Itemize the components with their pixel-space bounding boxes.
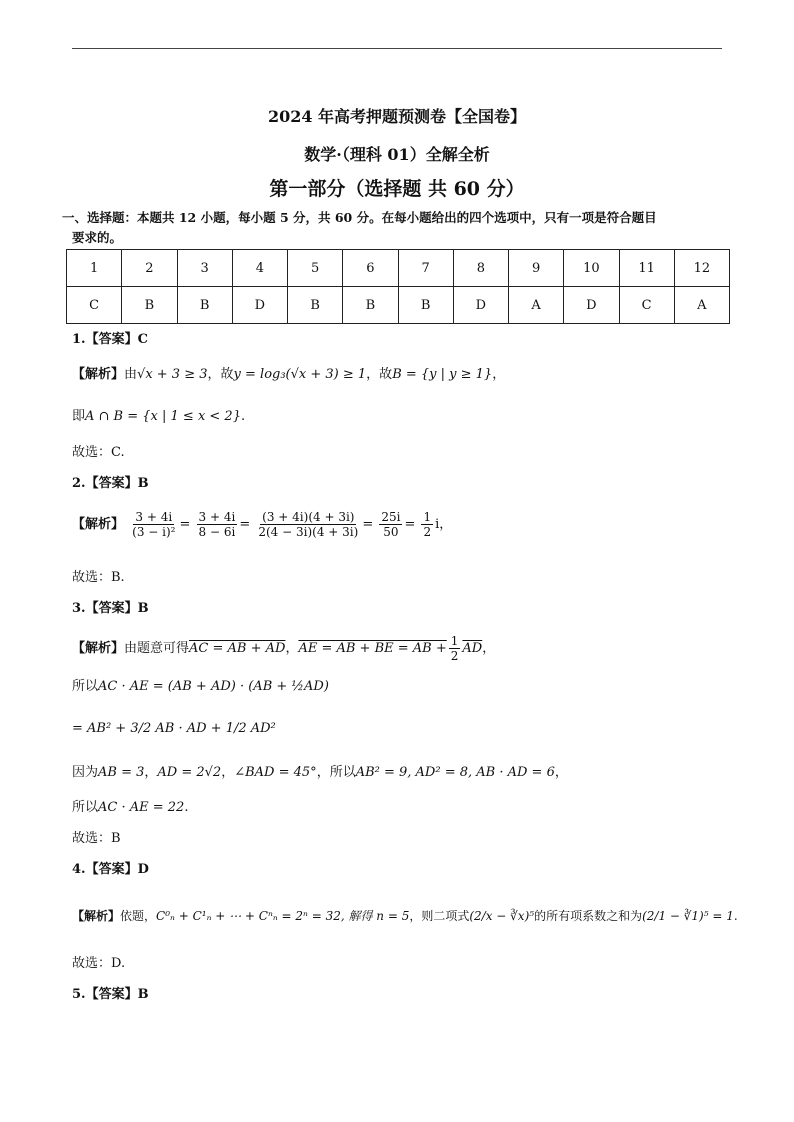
answer-cell: C <box>619 287 674 324</box>
q1-answer: 1.【答案】C <box>72 332 148 347</box>
question-number-cell: 11 <box>619 250 674 287</box>
q3-answer: 3.【答案】B <box>72 601 149 616</box>
question-number-cell: 9 <box>509 250 564 287</box>
header-rule <box>72 48 722 49</box>
q1-analysis-line-1 <box>72 366 505 384</box>
q3-line4-end: ， <box>554 765 568 780</box>
answer-cell: B <box>343 287 398 324</box>
analysis-tag: 【解析】 <box>72 909 121 923</box>
q3-line1-expr2a: AE = AB + BE = AB + <box>298 641 447 656</box>
q3-line1-sep: ， <box>285 641 299 656</box>
question-number-cell: 3 <box>177 250 232 287</box>
q4-conclusion: 故选：D. <box>72 956 126 971</box>
q1-text-d: ， <box>492 367 506 382</box>
q1-expr-a: √x + 3 ≥ 3 <box>137 367 208 382</box>
answer-cell: D <box>232 287 287 324</box>
q3-line5-expr: AC · AE = 22 <box>98 800 185 815</box>
question-number-cell: 10 <box>564 250 619 287</box>
q3-line4-text: 因为 <box>72 765 99 780</box>
q2-analysis: 【解析】 $\frac{3 + 4i}{\text{(3 − i)²}}$ = $\frac{3 + 4i}{8 - 6i}$ = $\frac{(3 + 4i)(4 + 3i)}{2(4 - 3i)(4 + 3i)}$ = $\frac{25i}{50}$ = $\frac{1}{2}$ i， <box>72 510 453 539</box>
q3-line5-text: 所以 <box>72 800 99 815</box>
q3-conclusion: 故选：B <box>72 831 121 846</box>
q1-line2-text: 即 <box>72 409 86 424</box>
q2-fraction-1: $\frac{3 + 4i}{\text{(3 − i)²}}$ <box>132 510 176 539</box>
q2-tail: i， <box>435 517 453 532</box>
q3-analysis-line-1 <box>72 634 495 664</box>
q4-text-c: 的所有项系数之和为 <box>534 909 643 923</box>
q2-fraction-3: $\frac{(3 + 4i)(4 + 3i)}{2(4 - 3i)(4 + 3i)}$ <box>258 510 359 539</box>
answer-cell: B <box>398 287 453 324</box>
answer-cell: A <box>509 287 564 324</box>
q3-line5-end: . <box>184 800 189 815</box>
q3-line1-expr1: AC = AB + AD <box>189 641 286 656</box>
exam-title: 2024 年高考押题预测卷【全国卷】 <box>267 107 527 126</box>
question-number-cell: 12 <box>674 250 729 287</box>
q3-analysis-line-3 <box>72 720 276 738</box>
q1-text-b: ，故 <box>207 367 234 382</box>
q3-line2-expr: AC · AE = (AB + AD) · (AB + ½AD) <box>98 679 329 694</box>
analysis-tag: 【解析】 <box>72 517 125 532</box>
analysis-tag: 【解析】 <box>72 367 125 382</box>
q1-expr-b: y = log₃(√x + 3) ≥ 1 <box>233 367 367 382</box>
q3-analysis-line-5 <box>72 799 188 817</box>
q2-fraction-4: $\frac{25i}{50}$ <box>381 510 401 539</box>
q3-line4-expr4: AB² = 9, AD² = 8, AB · AD = 6 <box>355 765 555 780</box>
analysis-tag: 【解析】 <box>72 641 125 656</box>
q4-analysis <box>72 907 738 925</box>
instructions-line-2: 要求的。 <box>72 230 123 245</box>
q2-answer: 2.【答案】B <box>72 476 149 491</box>
question-number-cell: 2 <box>122 250 177 287</box>
answer-cell: A <box>674 287 729 324</box>
question-number-cell: 7 <box>398 250 453 287</box>
answer-cell: C <box>67 287 122 324</box>
q3-line1-text: 由题意可得 <box>124 641 190 656</box>
question-number-cell: 1 <box>67 250 122 287</box>
q3-line4-expr1: AB = 3 <box>98 765 145 780</box>
q3-analysis-line-2 <box>72 678 329 696</box>
q4-text-b: ，则二项式 <box>409 909 470 923</box>
q2-fraction-2: $\frac{3 + 4i}{8 - 6i}$ <box>198 510 236 539</box>
answer-table-numbers-row <box>67 250 730 287</box>
q3-line1-expr2b: $\overline{AD}$ <box>462 641 483 656</box>
answer-cell: B <box>122 287 177 324</box>
question-number-cell: 6 <box>343 250 398 287</box>
answer-table-answers-row <box>67 287 730 324</box>
q1-expr-c: B = {y | y ≥ 1} <box>392 367 493 382</box>
q4-answer: 4.【答案】D <box>72 862 149 877</box>
q3-line3-expr: = AB² + 3/2 AB · AD + 1/2 AD² <box>72 721 276 736</box>
q1-text-a: 由 <box>124 367 138 382</box>
answer-cell: B <box>177 287 232 324</box>
q1-line2-expr: A ∩ B = {x | 1 ≤ x < 2} <box>85 409 241 424</box>
q2-fraction-5: $\frac{1}{2}$ <box>423 510 432 539</box>
q3-line2-text: 所以 <box>72 679 99 694</box>
section-title: 第一部分（选择题 共 60 分） <box>269 178 525 200</box>
q1-text-c: ，故 <box>366 367 393 382</box>
answer-cell: D <box>453 287 508 324</box>
instructions-line-1: 一、选择题：本题共 12 小题，每小题 5 分，共 60 分。在每小题给出的四个选项中，只有一项是符合题目 <box>62 210 657 225</box>
q4-expr-b: (2/x − ∛x)⁵ <box>469 909 535 923</box>
question-number-cell: 8 <box>453 250 508 287</box>
q5-answer: 5.【答案】B <box>72 987 149 1002</box>
q4-expr-a: C⁰ₙ + C¹ₙ + ⋯ + Cⁿₙ = 2ⁿ = 32, 解得 n = 5 <box>156 909 410 923</box>
q3-line1-end: ， <box>482 641 496 656</box>
q3-line4-expr2: AD = 2√2 <box>157 765 222 780</box>
question-number-cell: 5 <box>288 250 343 287</box>
question-number-cell: 4 <box>232 250 287 287</box>
answer-cell: D <box>564 287 619 324</box>
q2-conclusion: 故选：B. <box>72 570 125 585</box>
q3-line4-expr3: ∠BAD = 45° <box>234 765 317 780</box>
q4-expr-c: (2/1 − ∛1)⁵ = 1 <box>642 909 734 923</box>
section-instructions <box>62 208 742 248</box>
q1-analysis-line-2 <box>72 408 245 426</box>
answer-table <box>66 249 730 324</box>
q3-half-fraction: $\frac{1}{2}$ <box>450 634 459 663</box>
q4-text-a: 依题， <box>120 909 157 923</box>
q3-line4-text2: ，所以 <box>316 765 356 780</box>
exam-subtitle: 数学·（理科 01）全解全析 <box>304 145 490 164</box>
q1-line2-end: . <box>240 409 246 424</box>
q3-analysis-line-4: 因为AB = 3，AD = 2√2，∠BAD = 45°，所以AB² = 9, AD² = 8, AB · AD = 6， <box>72 765 568 780</box>
answer-cell: B <box>288 287 343 324</box>
q4-end: . <box>733 909 738 923</box>
q1-conclusion: 故选：C. <box>72 445 125 460</box>
